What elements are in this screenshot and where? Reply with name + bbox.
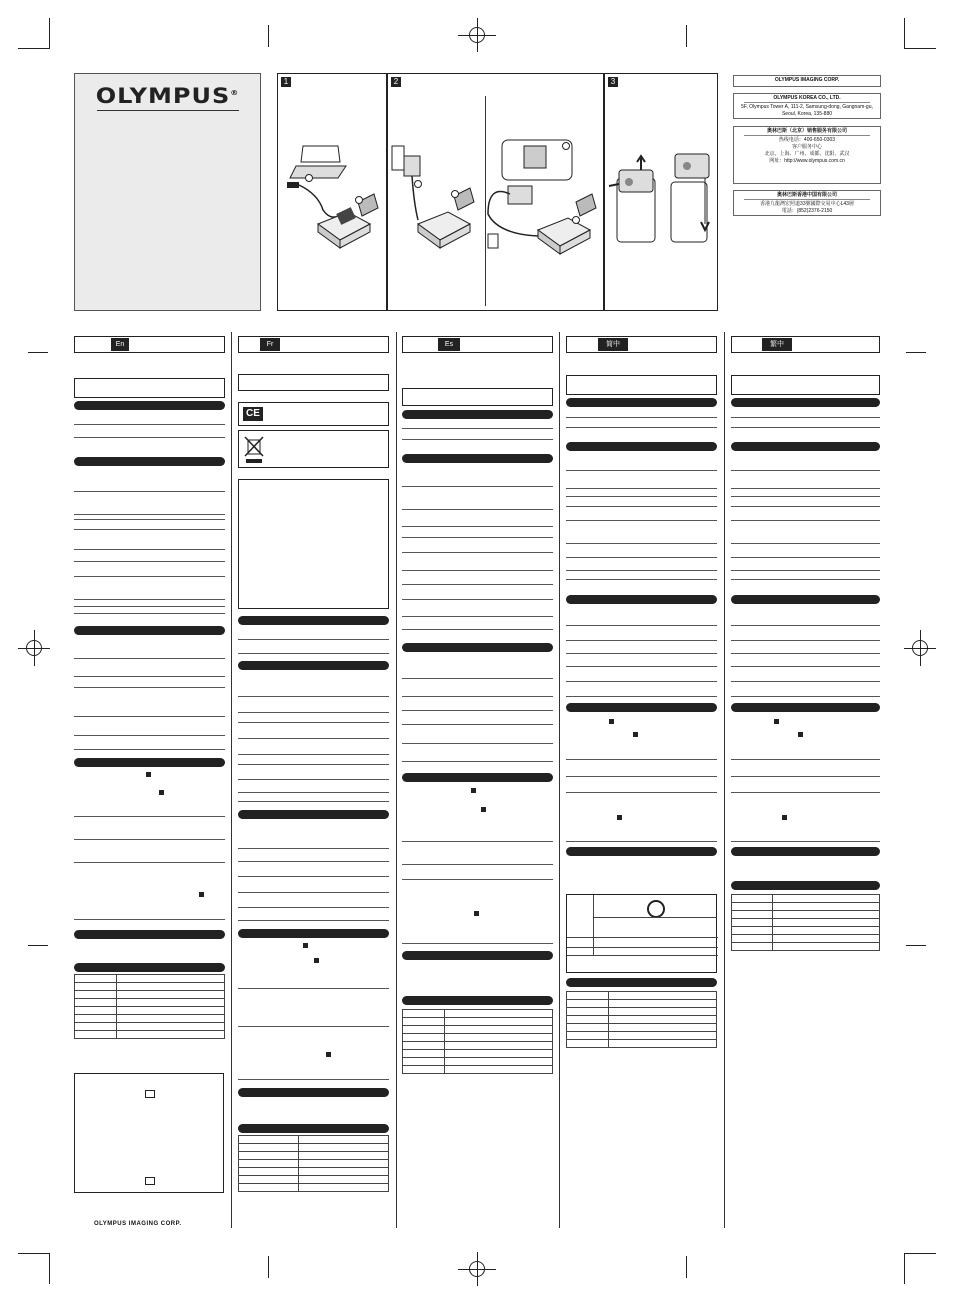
text-line: [402, 761, 553, 762]
address-box-korea: [733, 93, 881, 119]
text-line: [238, 712, 389, 713]
text-line: [402, 678, 553, 679]
section-heading: [238, 1124, 389, 1133]
ce-mark-box: [238, 402, 389, 426]
section-heading: [731, 595, 880, 604]
fold-mark: [268, 25, 269, 47]
registration-mark: [34, 630, 35, 666]
battery-icon: [145, 1090, 155, 1098]
section-heading: [238, 616, 389, 625]
address-line: 電話：(852)2376-2150: [781, 208, 833, 214]
figure-reference: [303, 943, 308, 948]
text-line: [402, 526, 553, 527]
figure-reference: [474, 911, 479, 916]
text-line: [238, 653, 389, 654]
crop-mark: [49, 18, 50, 49]
text-line: [566, 625, 717, 626]
fold-mark: [686, 1256, 687, 1278]
text-line: [74, 658, 225, 659]
section-heading: [731, 442, 880, 451]
text-line: [238, 920, 389, 921]
crop-mark: [18, 48, 50, 49]
text-line: [74, 613, 225, 614]
section-heading: [238, 929, 389, 938]
section-heading: [402, 454, 553, 463]
text-line: [238, 792, 389, 793]
figure-reference: [326, 1052, 331, 1057]
language-header: [566, 336, 717, 353]
section-heading: [74, 401, 225, 410]
text-line: [402, 537, 553, 538]
text-line: [238, 892, 389, 893]
crop-mark: [904, 1253, 905, 1284]
footer-company-name: OLYMPUS IMAGING CORP.: [94, 1221, 182, 1227]
fold-mark: [28, 352, 48, 353]
section-heading: [731, 703, 880, 712]
text-line: [238, 738, 389, 739]
language-header: [402, 336, 553, 353]
text-line: [731, 506, 880, 507]
crop-mark: [49, 1253, 50, 1284]
specifications-table: [566, 991, 717, 1048]
address-box-japan: [733, 75, 881, 87]
company-name: OLYMPUS KOREA CO., LTD.: [744, 95, 870, 103]
text-line: [238, 764, 389, 765]
figure-reference: [199, 892, 204, 897]
address-line: 网址：http://www.olympus.com.cn: [769, 158, 845, 164]
product-title-box: [74, 378, 225, 398]
language-tab: 简中: [598, 338, 628, 351]
text-line: [402, 710, 553, 711]
section-heading: [74, 963, 225, 972]
cover-panel: [74, 73, 261, 311]
figure-reference: [782, 815, 787, 820]
text-line: [238, 848, 389, 849]
text-line: [74, 549, 225, 550]
text-line: [74, 716, 225, 717]
address-box-hongkong: [733, 190, 881, 216]
figure-2-panel: [387, 73, 604, 311]
text-line: [74, 816, 225, 817]
table-grid: [567, 947, 718, 948]
text-line: [74, 606, 225, 607]
crop-mark: [904, 48, 936, 49]
language-header: [74, 336, 225, 353]
text-line: [402, 439, 553, 440]
text-line: [566, 776, 717, 777]
text-line: [74, 529, 225, 530]
text-line: [74, 749, 225, 750]
crop-mark: [904, 1253, 936, 1254]
column-divider: [559, 332, 560, 1228]
text-line: [731, 841, 880, 842]
crop-mark: [904, 18, 905, 49]
text-line: [402, 616, 553, 617]
warning-box: [238, 479, 389, 609]
product-title-box: [566, 375, 717, 395]
text-line: [731, 496, 880, 497]
ac-adapter-charging-illustration: [388, 74, 605, 312]
section-heading: [238, 661, 389, 670]
eco-period-icon: [647, 900, 665, 918]
text-line: [402, 841, 553, 842]
text-line: [566, 417, 717, 418]
address-line: 香港九龍灣宏照道33號國際交易中心L43層: [760, 201, 854, 207]
figure-3-panel: [604, 73, 718, 311]
text-line: [731, 776, 880, 777]
text-line: [731, 653, 880, 654]
text-line: [566, 520, 717, 521]
text-line: [238, 876, 389, 877]
figure-reference: [609, 719, 614, 724]
text-line: [566, 759, 717, 760]
text-line: [731, 696, 880, 697]
text-line: [566, 666, 717, 667]
text-line: [402, 743, 553, 744]
text-line: [402, 724, 553, 725]
text-line: [402, 943, 553, 944]
product-title-box: [238, 374, 389, 391]
section-heading: [74, 930, 225, 939]
product-title-box: [402, 388, 553, 406]
text-line: [74, 491, 225, 492]
battery-insert-remove-illustration: [605, 74, 719, 312]
address-line: 北京、上海、广州、成都、沈阳、武汉: [764, 151, 850, 157]
language-header: [731, 336, 880, 353]
text-line: [402, 879, 553, 880]
text-line: [566, 506, 717, 507]
text-line: [731, 543, 880, 544]
text-line: [731, 625, 880, 626]
section-heading: [74, 457, 225, 466]
language-tab: 繁中: [762, 338, 792, 351]
section-heading: [731, 398, 880, 407]
text-line: [566, 470, 717, 471]
text-line: [402, 696, 553, 697]
text-line: [74, 676, 225, 677]
column-divider: [724, 332, 725, 1228]
text-line: [566, 570, 717, 571]
specifications-table: [402, 1009, 553, 1074]
crop-mark: [18, 1253, 50, 1254]
text-line: [731, 557, 880, 558]
figure-label: 1: [281, 77, 291, 87]
text-line: [566, 543, 717, 544]
text-line: [731, 427, 880, 428]
text-line: [238, 861, 389, 862]
text-line: [74, 839, 225, 840]
figure-reference: [774, 719, 779, 724]
text-line: [566, 488, 717, 489]
language-tab: Fr: [260, 338, 280, 351]
fold-mark: [686, 25, 687, 47]
text-line: [402, 486, 553, 487]
text-line: [566, 681, 717, 682]
section-heading: [74, 626, 225, 635]
hazardous-substance-table: [566, 894, 717, 973]
text-line: [731, 759, 880, 760]
address-line: 客户服务中心: [791, 144, 822, 150]
section-heading: [566, 703, 717, 712]
section-heading: [731, 847, 880, 856]
section-heading: [566, 442, 717, 451]
text-line: [731, 792, 880, 793]
section-heading: [402, 773, 553, 782]
text-line: [566, 792, 717, 793]
registration-mark: [920, 630, 921, 666]
text-line: [566, 496, 717, 497]
text-line: [74, 561, 225, 562]
text-line: [402, 428, 553, 429]
language-header: [238, 336, 389, 353]
text-line: [402, 552, 553, 553]
text-line: [566, 427, 717, 428]
table-grid: [567, 937, 718, 938]
table-grid: [593, 917, 717, 918]
section-heading: [566, 595, 717, 604]
text-line: [74, 687, 225, 688]
text-line: [238, 779, 389, 780]
figure-label: 2: [391, 77, 401, 87]
section-heading: [238, 1088, 389, 1097]
olympus-logo: OLYMPUS®: [95, 83, 240, 109]
text-line: [731, 640, 880, 641]
fold-mark: [268, 1256, 269, 1278]
section-heading: [566, 978, 717, 987]
text-line: [731, 570, 880, 571]
text-line: [731, 488, 880, 489]
language-tab: Es: [438, 338, 460, 351]
text-line: [238, 801, 389, 802]
usb-charging-illustration: [278, 74, 388, 312]
table-grid: [593, 895, 594, 955]
specifications-table: [74, 974, 225, 1039]
figure-reference: [146, 772, 151, 777]
text-line: [74, 519, 225, 520]
text-line: [566, 696, 717, 697]
figure-reference: [314, 958, 319, 963]
text-line: [238, 754, 389, 755]
fold-mark: [28, 945, 48, 946]
registration-mark: [477, 1252, 478, 1286]
text-line: [238, 722, 389, 723]
text-line: [731, 417, 880, 418]
text-line: [731, 666, 880, 667]
logo-underline: [97, 110, 239, 111]
text-line: [74, 437, 225, 438]
text-line: [731, 470, 880, 471]
address-box-china: [733, 126, 881, 184]
text-line: [402, 570, 553, 571]
text-line: [402, 599, 553, 600]
section-heading: [238, 810, 389, 819]
text-line: [566, 653, 717, 654]
text-line: [402, 509, 553, 510]
section-heading: [566, 847, 717, 856]
figure-reference: [798, 732, 803, 737]
figure-reference: [159, 790, 164, 795]
figure-reference: [617, 815, 622, 820]
text-line: [74, 919, 225, 920]
crossed-bin-icon: [243, 434, 265, 464]
text-line: [731, 579, 880, 580]
company-name: 奥林巴斯香港中国有限公司: [744, 192, 870, 200]
text-line: [238, 907, 389, 908]
text-line: [731, 520, 880, 521]
figure-reference: [471, 788, 476, 793]
registration-mark: [477, 18, 478, 52]
text-line: [402, 629, 553, 630]
text-line: [238, 1026, 389, 1027]
specifications-table: [731, 894, 880, 951]
fold-mark: [906, 945, 926, 946]
figure-reference: [633, 732, 638, 737]
figure-label: 3: [608, 77, 618, 87]
section-heading: [74, 758, 225, 767]
address-line: 5F, Olympus Tower A, 111-2, Samsung-dong, Gangnam-gu, Seoul, Korea, 135-880: [741, 104, 873, 117]
text-line: [238, 696, 389, 697]
company-name: 奥林巴斯（北京）销售服务有限公司: [744, 128, 870, 136]
disposal-notice-box: [74, 1073, 224, 1193]
table-grid: [567, 955, 718, 956]
address-line: [734, 118, 880, 119]
text-line: [74, 514, 225, 515]
text-line: [731, 681, 880, 682]
section-heading: [566, 398, 717, 407]
fold-mark: [906, 352, 926, 353]
figure-1-panel: [277, 73, 387, 311]
text-line: [238, 988, 389, 989]
text-line: [566, 841, 717, 842]
product-title-box: [731, 375, 880, 395]
column-divider: [231, 332, 232, 1228]
weee-box: [238, 430, 389, 468]
text-line: [74, 576, 225, 577]
address-line: 热线电话：400-650-0303: [778, 137, 836, 143]
section-heading: [402, 996, 553, 1005]
text-line: [74, 424, 225, 425]
section-heading: [402, 410, 553, 419]
text-line: [402, 864, 553, 865]
company-name: OLYMPUS IMAGING CORP.: [774, 77, 840, 83]
text-line: [238, 639, 389, 640]
specifications-table: [238, 1135, 389, 1192]
text-line: [238, 1079, 389, 1080]
battery-icon: [145, 1177, 155, 1185]
column-divider: [396, 332, 397, 1228]
section-heading: [731, 881, 880, 890]
text-line: [74, 599, 225, 600]
text-line: [74, 735, 225, 736]
text-line: [566, 640, 717, 641]
text-line: [566, 557, 717, 558]
section-heading: [402, 643, 553, 652]
text-line: [74, 862, 225, 863]
figure-reference: [481, 807, 486, 812]
ce-mark: CE: [243, 407, 263, 421]
text-line: [402, 584, 553, 585]
language-tab: En: [111, 338, 129, 351]
text-line: [566, 579, 717, 580]
section-heading: [402, 951, 553, 960]
